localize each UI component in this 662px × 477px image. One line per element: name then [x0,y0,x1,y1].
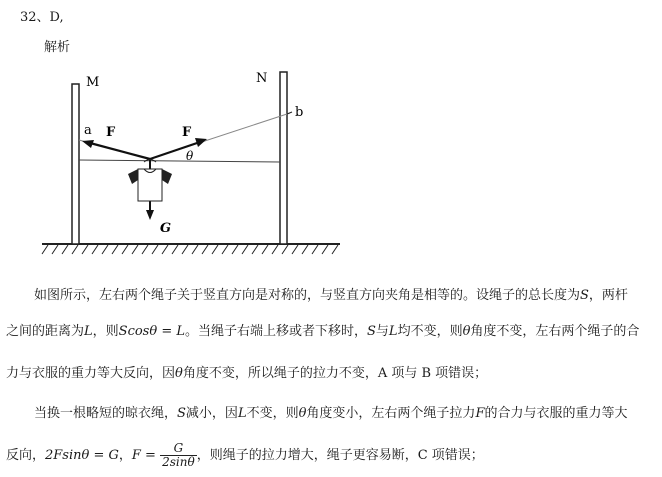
force-arrowhead-left [82,140,94,148]
horizontal-reference-line [79,160,280,162]
label-N: N [256,71,268,86]
paragraph-1-line-2: 之间的距离为L，则Scosθ = L。当绳子右端上移或者下移时，S与L均不变，则θ角度不变，左右两个绳子的合 [6,324,640,339]
label-theta: θ [186,149,194,163]
label-G: G [160,221,172,236]
paragraph-1-line-3: 力与衣服的重力等大反向，因θ角度不变，所以绳子的拉力不变，A 项与 B 项错误； [6,366,488,381]
paragraph-2: 当换一根略短的晾衣绳，S减小，因L不变，则θ角度变小，左右两个绳子拉力F的合力与衣服的重力等大 [34,406,628,421]
fraction-G-over-2sin: $\frac{G}{2\sin\theta}$ [162,441,195,469]
physics-diagram [40,62,340,262]
paragraph-3: 反向，2Fsinθ = G，F = $\frac{G}{2\sin\theta}$ ，则绳子的拉力增大，绳子更容易断，C 项错误； [6,441,484,469]
label-b: b [295,105,304,120]
force-arrowhead-right [195,138,207,147]
pole-N [280,72,287,244]
label-F-right: F [182,125,192,140]
paragraph-1-line-1: 如图所示，左右两个绳子关于竖直方向是对称的，与竖直方向夹角是相等的。设绳子的总长度为S，两杆 [34,288,628,303]
label-M: M [86,75,100,90]
gravity-arrowhead [146,210,154,220]
ground-hatching [42,245,338,254]
force-arrow-left [90,143,150,159]
label-F-left: F [106,125,116,140]
question-number: 32、D, [20,10,64,25]
analysis-heading: 解析 [44,40,71,55]
label-a: a [84,123,92,138]
pole-M [72,84,79,244]
